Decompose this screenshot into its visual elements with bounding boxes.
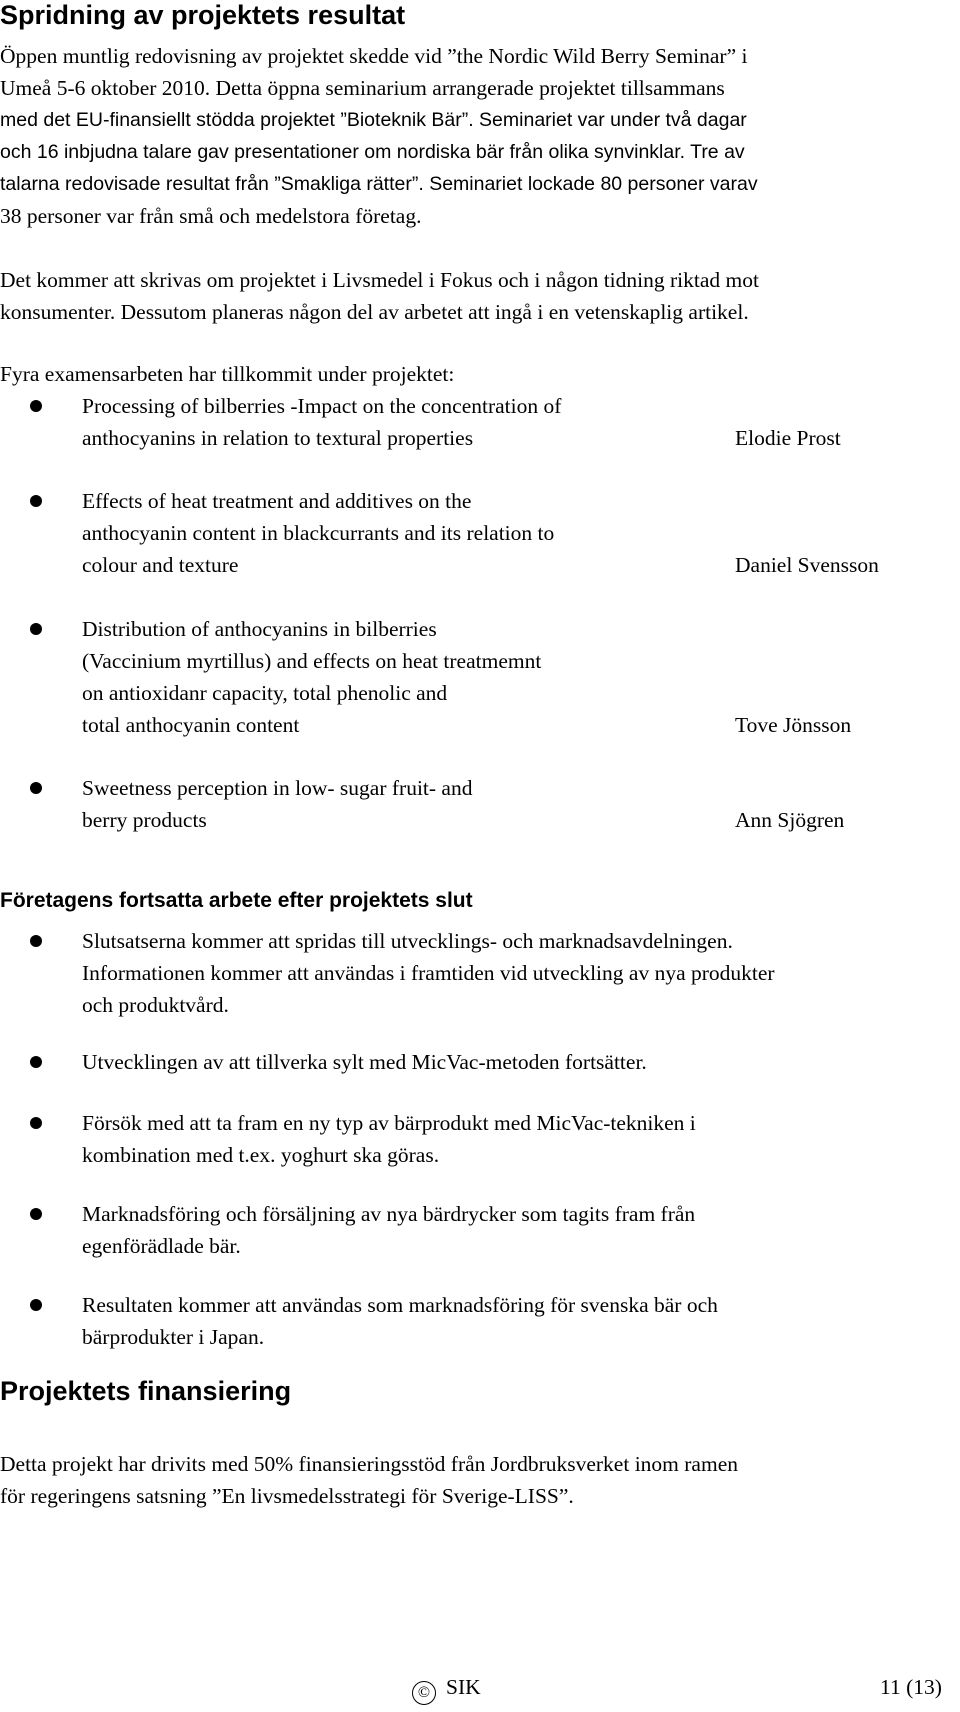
text-line: anthocyanins in relation to textural properties bbox=[82, 426, 474, 450]
text-line: Slutsatserna kommer att spridas till utvecklings- och marknadsavdelningen. bbox=[82, 929, 733, 953]
paragraph-theses-intro bbox=[0, 358, 960, 390]
text-line: Detta projekt har drivits med 50% finansieringsstöd från Jordbruksverket inom ramen bbox=[0, 1452, 738, 1476]
text-line: Fyra examensarbeten har tillkommit under projektet: bbox=[0, 362, 455, 386]
list-item-text bbox=[82, 1107, 952, 1171]
bullet-icon bbox=[30, 623, 42, 635]
text-line: talarna redovisade resultat från ”Smakliga rätter”. Seminariet lockade 80 personer varav bbox=[0, 173, 758, 195]
list-item-text bbox=[82, 1289, 952, 1353]
copyright-icon: © bbox=[412, 1681, 436, 1705]
thesis-title bbox=[82, 485, 702, 581]
text-line: och 16 inbjudna talare gav presentationer om nordiska bär från olika synvinklar. Tre av bbox=[0, 141, 745, 163]
text-line: Umeå 5-6 oktober 2010. Detta öppna seminarium arrangerade projektet tillsammans bbox=[0, 76, 725, 100]
page-number: 11 (13) bbox=[880, 1675, 942, 1699]
text-line: Informationen kommer att användas i framtiden vid utveckling av nya produkter bbox=[82, 961, 775, 985]
thesis-title bbox=[82, 390, 702, 454]
section-heading-foretagens: Företagens fortsatta arbete efter projektets slut bbox=[0, 889, 473, 912]
text-line: med det EU-finansiellt stödda projektet ”Bioteknik Bär”. Seminariet var under två dagar bbox=[0, 109, 747, 131]
text-line: Processing of bilberries -Impact on the concentration of bbox=[82, 394, 562, 418]
org-name: SIK bbox=[446, 1675, 481, 1699]
text-line: (Vaccinium myrtillus) and effects on heat treatmemnt bbox=[82, 649, 542, 673]
section-heading-spridning: Spridning av projektets resultat bbox=[0, 0, 406, 30]
list-item-text bbox=[82, 925, 952, 1021]
section-heading-finansiering: Projektets finansiering bbox=[0, 1376, 292, 1406]
bullet-icon bbox=[30, 782, 42, 794]
text-line: kombination med t.ex. yoghurt ska göras. bbox=[82, 1143, 440, 1167]
text-line: 38 personer var från små och medelstora företag. bbox=[0, 204, 422, 228]
footer-org bbox=[412, 1672, 481, 1705]
paragraph-publication bbox=[0, 264, 960, 328]
thesis-title bbox=[82, 613, 702, 741]
text-line: Det kommer att skrivas om projektet i Livsmedel i Fokus och i någon tidning riktad mot bbox=[0, 268, 759, 292]
text-line: berry products bbox=[82, 808, 207, 832]
text-line: total anthocyanin content bbox=[82, 713, 300, 737]
text-line: bärprodukter i Japan. bbox=[82, 1325, 265, 1349]
text-line: colour and texture bbox=[82, 553, 239, 577]
bullet-icon bbox=[30, 1208, 42, 1220]
text-line: egenförädlade bär. bbox=[82, 1234, 241, 1258]
text-line: Utvecklingen av att tillverka sylt med MicVac-metoden fortsätter. bbox=[82, 1050, 647, 1074]
list-item-text bbox=[82, 1198, 952, 1262]
list-item-text bbox=[82, 1046, 952, 1078]
text-line: Sweetness perception in low- sugar fruit- and bbox=[82, 776, 473, 800]
bullet-icon bbox=[30, 935, 42, 947]
text-line: Resultaten kommer att användas som marknadsföring för svenska bär och bbox=[82, 1293, 718, 1317]
text-line: Distribution of anthocyanins in bilberries bbox=[82, 617, 437, 641]
paragraph-seminar bbox=[0, 40, 960, 232]
paragraph-funding bbox=[0, 1448, 960, 1512]
bullet-icon bbox=[30, 400, 42, 412]
text-line: konsumenter. Dessutom planeras någon del av arbetet att ingå i en vetenskaplig artikel. bbox=[0, 300, 749, 324]
text-line: Effects of heat treatment and additives on the bbox=[82, 489, 472, 513]
text-line: anthocyanin content in blackcurrants and its relation to bbox=[82, 521, 555, 545]
text-line: on antioxidanr capacity, total phenolic and bbox=[82, 681, 448, 705]
thesis-title bbox=[82, 772, 702, 836]
thesis-author: Tove Jönsson bbox=[735, 713, 852, 737]
text-line: och produktvård. bbox=[82, 993, 229, 1017]
bullet-icon bbox=[30, 1299, 42, 1311]
bullet-icon bbox=[30, 495, 42, 507]
bullet-icon bbox=[30, 1056, 42, 1068]
thesis-author: Elodie Prost bbox=[735, 426, 841, 450]
text-line: Marknadsföring och försäljning av nya bärdrycker som tagits fram från bbox=[82, 1202, 696, 1226]
thesis-author: Daniel Svensson bbox=[735, 553, 879, 577]
thesis-author: Ann Sjögren bbox=[735, 808, 845, 832]
text-line: Försök med att ta fram en ny typ av bärprodukt med MicVac-tekniken i bbox=[82, 1111, 696, 1135]
text-line: för regeringens satsning ”En livsmedelsstrategi för Sverige-LISS”. bbox=[0, 1484, 574, 1508]
bullet-icon bbox=[30, 1117, 42, 1129]
text-line: Öppen muntlig redovisning av projektet skedde vid ”the Nordic Wild Berry Seminar” i bbox=[0, 44, 748, 68]
